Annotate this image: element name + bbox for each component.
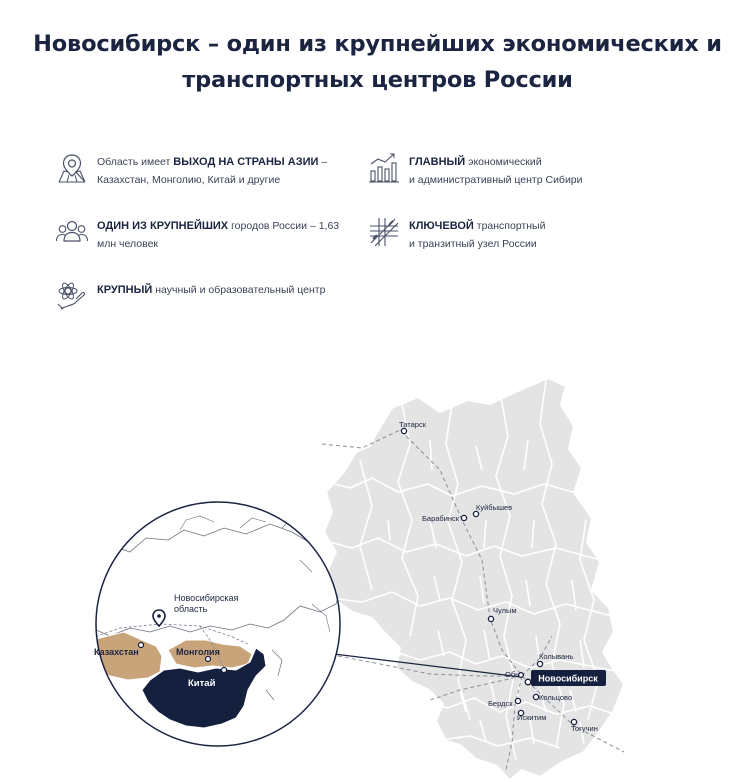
city-label-tatarsk: Татарск (399, 420, 426, 429)
feature-bold: КЛЮЧЕВОЙ (409, 220, 474, 232)
feature-line2: и административный центр Сибири (409, 174, 583, 186)
feature-bold: ОДИН ИЗ КРУПНЕЙШИХ (97, 220, 229, 232)
feature-rest: городов России – 1,63 (228, 220, 340, 232)
feature-rest: экономический (465, 156, 542, 168)
title-line-1: Новосибирск – один из крупнейших экономических и (33, 31, 722, 57)
kazakhstan-label: Казахстан (94, 647, 139, 657)
region-label-line-2: область (174, 604, 208, 614)
feature-line2: Казахстан, Монголию, Китай и другие (97, 174, 281, 186)
city-label-chulym: Чулым (493, 606, 517, 615)
feature-rest: транспортный (473, 220, 546, 232)
city-marker-berdsk (515, 698, 520, 703)
feature-lead: Область имеет (97, 156, 174, 168)
mongolia-label: Монголия (176, 647, 220, 657)
city-label-barabinsk: Барабинск (422, 514, 460, 523)
city-marker-tatarsk (401, 428, 406, 433)
feature-bold: КРУПНЫЙ (97, 284, 153, 296)
feature-bold: ВЫХОД НА СТРАНЫ АЗИИ (173, 156, 319, 168)
city-marker-kuibyshev (473, 511, 478, 516)
city-marker-kolyvan (537, 661, 542, 666)
city-label-kolyvan: Колывань (539, 652, 574, 661)
feature-rest: – (318, 156, 328, 168)
feature-line2: млн человек (97, 238, 159, 250)
kazakhstan-marker (139, 643, 144, 648)
feature-line2: и транзитный узел России (409, 238, 537, 250)
city-label-ob: Обь (505, 670, 520, 679)
capital-label: Новосибирск (538, 673, 598, 684)
city-marker-koltsovo (533, 694, 538, 699)
china-marker (222, 668, 227, 673)
city-marker-novosibirsk (525, 679, 531, 685)
city-label-toguchin: Тогучин (571, 724, 598, 733)
title-line-2: транспортных центров России (182, 67, 573, 93)
mongolia-marker (206, 657, 211, 662)
feature-bold: ГЛАВНЫЙ (409, 156, 466, 168)
china-label: Китай (188, 678, 216, 689)
city-label-koltsovo: Кольцово (539, 693, 573, 702)
city-marker-barabinsk (461, 515, 466, 520)
city-marker-ob (519, 673, 524, 678)
city-label-berdsk: Бердск (488, 699, 513, 708)
city-label-kuibyshev: Куйбышев (476, 503, 513, 512)
region-label-line-1: Новосибирская (174, 593, 239, 603)
city-marker-chulym (488, 616, 493, 621)
feature-rest: научный и образовательный центр (152, 284, 326, 296)
city-label-iskitim: Искитим (517, 713, 547, 722)
